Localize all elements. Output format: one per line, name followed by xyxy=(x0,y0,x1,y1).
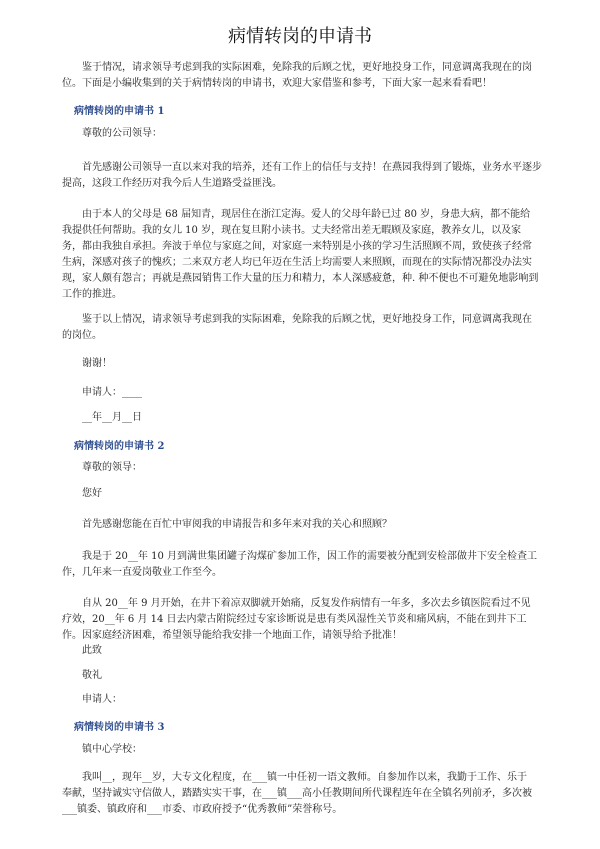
letter2-applicant: 申请人： xyxy=(82,694,122,705)
text-line: 自从 20__年 9 月开始，在井下着凉双脚就开始痛，反复发作病情有一年多，多次去乡镇医院看过不见 xyxy=(82,598,531,609)
text-line: 提高，这段工作经历对我今后人生道路受益匪浅。 xyxy=(62,178,282,189)
letter1-paragraph-2 xyxy=(62,207,544,303)
text-line: 鉴于情况，请求领导考虑到我的实际困难，免除我的后顾之忧，更好地投身工作，同意调离我现在的岗 xyxy=(82,62,532,73)
letter2-paragraph-1 xyxy=(62,517,544,533)
text-line: 作。因家庭经济困难，希望领导能给我安排一个地面工作，请领导给予批准！ xyxy=(62,630,402,641)
text-line: 首先感谢您能在百忙中审阅我的申请报告和多年来对我的关心和照顾？ xyxy=(82,519,392,530)
letter2-closing-2: 敬礼 xyxy=(82,670,102,681)
text-line: 我是于 20__年 10 月到满世集团罐子沟煤矿参加工作，因工作的需要被分配到安检部做井下安全检查工 xyxy=(82,551,537,562)
text-line: ___镇委、镇政府和___市委、市政府授予“优秀教师”荣誉称号。 xyxy=(62,804,343,815)
text-line: 我提供任何帮助。我的女儿 10 岁，现在复旦附小读书。丈夫经常出差无暇顾及家庭，教养女儿，以及家 xyxy=(62,225,522,236)
text-line: 作，几年来一直爱岗敬业工作至今。 xyxy=(62,567,222,578)
letter3-salutation: 镇中心学校： xyxy=(82,744,142,755)
letter3-heading: 病情转岗的申请书 3 xyxy=(74,722,165,733)
text-line: 生病，深感对孩子的愧疚；二来双方老人均已年迈在生活上均需要人来照顾，而现在的实际情况都没办法实 xyxy=(62,257,532,268)
intro-paragraph xyxy=(62,60,544,92)
text-line: 鉴于以上情况，请求领导考虑到我的实际困难，免除我的后顾之忧，更好地投身工作，同意调离我现在 xyxy=(82,314,532,325)
letter1-date: __年__月__日 xyxy=(82,412,142,423)
letter1-paragraph-3 xyxy=(62,312,544,344)
document-title: 病情转岗的申请书 xyxy=(228,26,372,47)
letter2-greeting: 您好 xyxy=(82,488,102,499)
text-line: 工作的推进。 xyxy=(62,289,122,300)
text-line: 务，都由我独自承担。奔波于单位与家庭之间，对家庭一来特别是小孩的学习生活照顾不周，致使孩子经常 xyxy=(62,241,532,252)
letter2-paragraph-2 xyxy=(62,549,544,581)
letter1-heading: 病情转岗的申请书 1 xyxy=(74,106,165,117)
text-line: 的岗位。 xyxy=(62,330,102,341)
letter1-applicant: 申请人：____ xyxy=(82,387,142,398)
text-line: 位。下面是小编收集到的关于病情转岗的申请书，欢迎大家借鉴和参考，下面大家一起来看看吧！ xyxy=(62,78,492,89)
text-line: 现，家人颇有怨言；再就是燕园销售工作大量的压力和精力，本人深感疲惫，种. 种不便也不可避免地影响到 xyxy=(62,273,539,284)
text-line: 首先感谢公司领导一直以来对我的培养，还有工作上的信任与支持！在燕园我得到了锻炼，业务水平逐步 xyxy=(82,162,542,173)
text-line: 由于本人的父母是 68 届知青，现居住在浙江定海。爱人的父母年龄已过 80 岁，身患大病，都不能给 xyxy=(82,209,531,220)
letter2-closing-1: 此致 xyxy=(82,645,102,656)
letter1-paragraph-1 xyxy=(62,160,544,192)
letter1-thanks: 谢谢！ xyxy=(82,358,112,369)
letter2-salutation: 尊敬的领导： xyxy=(82,462,142,473)
letter2-paragraph-3 xyxy=(62,596,544,644)
text-line: 我叫__，现年__岁，大专文化程度，在___镇一中任初一语文教师。自参加作以来，我勤于工作、乐于 xyxy=(82,772,527,783)
letter3-paragraph-1 xyxy=(62,770,544,818)
letter2-heading: 病情转岗的申请书 2 xyxy=(74,441,165,452)
letter1-salutation: 尊敬的公司领导： xyxy=(82,128,162,139)
text-line: 奉献，坚持诚实守信做人，踏踏实实干事，在___镇___高小任教期间所代课程连年在全镇名列前矛，多次被 xyxy=(62,788,532,799)
text-line: 疗效，20__年 6 月 14 日去内蒙古附院经过专家诊断说是患有类风湿性关节炎和痛风病，不能在到井下工 xyxy=(62,614,527,625)
